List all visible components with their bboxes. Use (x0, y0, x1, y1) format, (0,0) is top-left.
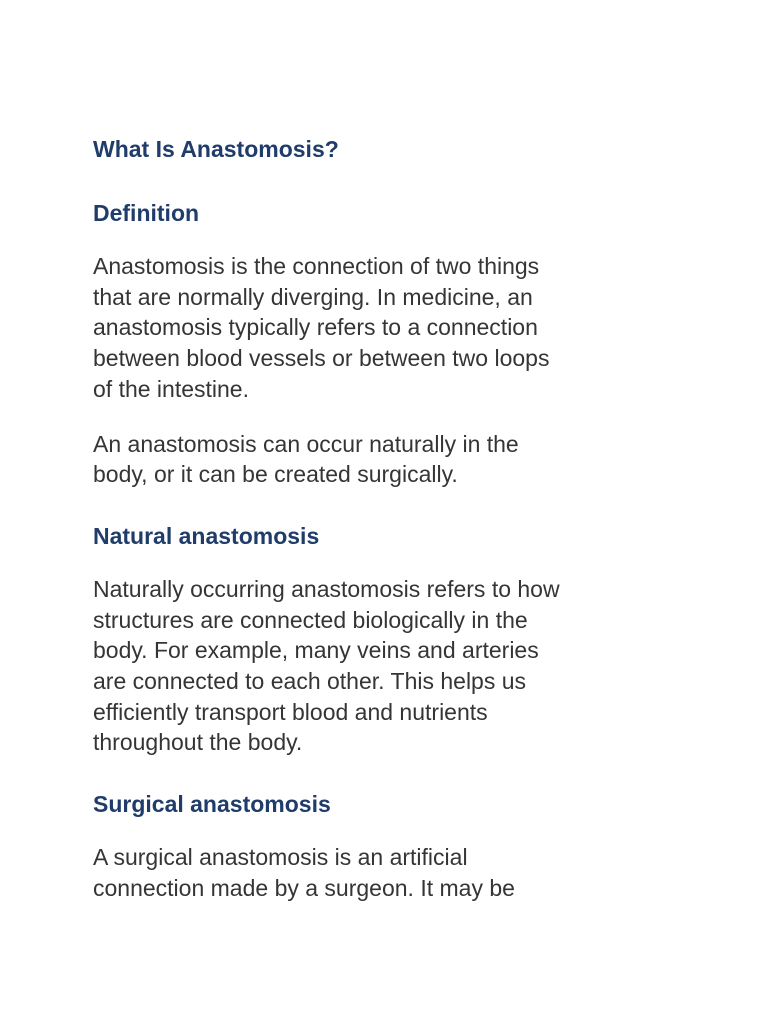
text-line: of the intestine. (93, 375, 249, 402)
page-title: What Is Anastomosis? (93, 136, 339, 162)
text-line: An anastomosis can occur naturally in the (93, 430, 519, 457)
section-heading-surgical: Surgical anastomosis (93, 791, 331, 818)
text-line: anastomosis typically refers to a connection (93, 314, 538, 341)
section-heading-natural: Natural anastomosis (93, 522, 320, 549)
text-line: connection made by a surgeon. It may be (93, 874, 515, 901)
text-line: that are normally diverging. In medicine, an (93, 283, 533, 310)
text-line: Naturally occurring anastomosis refers to how (93, 575, 560, 602)
text-line: structures are connected biologically in the (93, 606, 528, 633)
text-line: body. For example, many veins and arteries (93, 637, 539, 664)
text-line: are connected to each other. This helps us (93, 668, 527, 695)
text-line: A surgical anastomosis is an artificial (93, 844, 468, 871)
paragraph-surgical-1 (93, 842, 693, 903)
paragraph-definition-2 (93, 429, 693, 490)
text-line: between blood vessels or between two loops (93, 345, 550, 372)
text-line: efficiently transport blood and nutrients (93, 698, 488, 725)
text-line: Anastomosis is the connection of two things (93, 253, 540, 279)
section-heading-definition: Definition (93, 200, 200, 226)
paragraph-natural-1 (93, 574, 693, 758)
text-line: throughout the body. (93, 729, 303, 756)
document-content (93, 133, 693, 928)
text-line: body, or it can be created surgically. (93, 461, 458, 488)
paragraph-definition-1 (93, 251, 693, 405)
